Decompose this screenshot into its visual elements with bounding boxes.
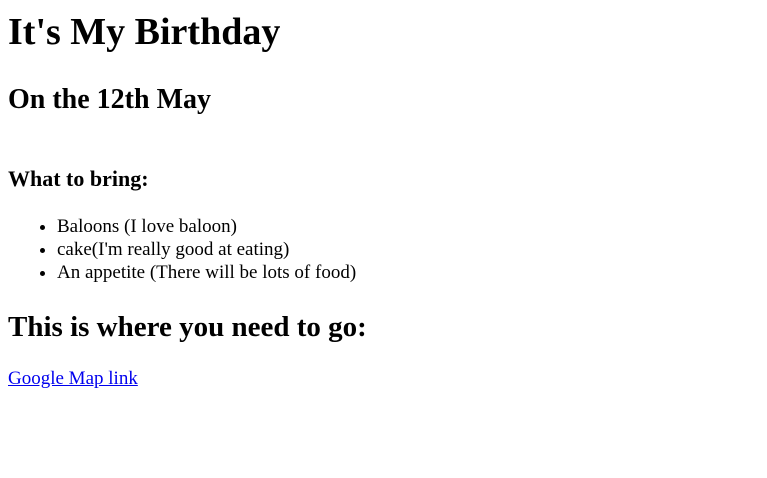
- event-date-heading: On the 12th May: [8, 84, 211, 115]
- list-item: • Baloons (I love baloon): [57, 215, 356, 238]
- list-item: • An appetite (There will be lots of food): [57, 261, 356, 284]
- bring-list: [8, 215, 356, 284]
- google-map-link[interactable]: Google Map link: [8, 368, 138, 389]
- list-item: • cake(I'm really good at eating): [57, 238, 356, 261]
- location-heading: This is where you need to go:: [8, 311, 367, 343]
- page-title: It's My Birthday: [8, 11, 281, 53]
- what-to-bring-heading: What to bring:: [8, 166, 149, 191]
